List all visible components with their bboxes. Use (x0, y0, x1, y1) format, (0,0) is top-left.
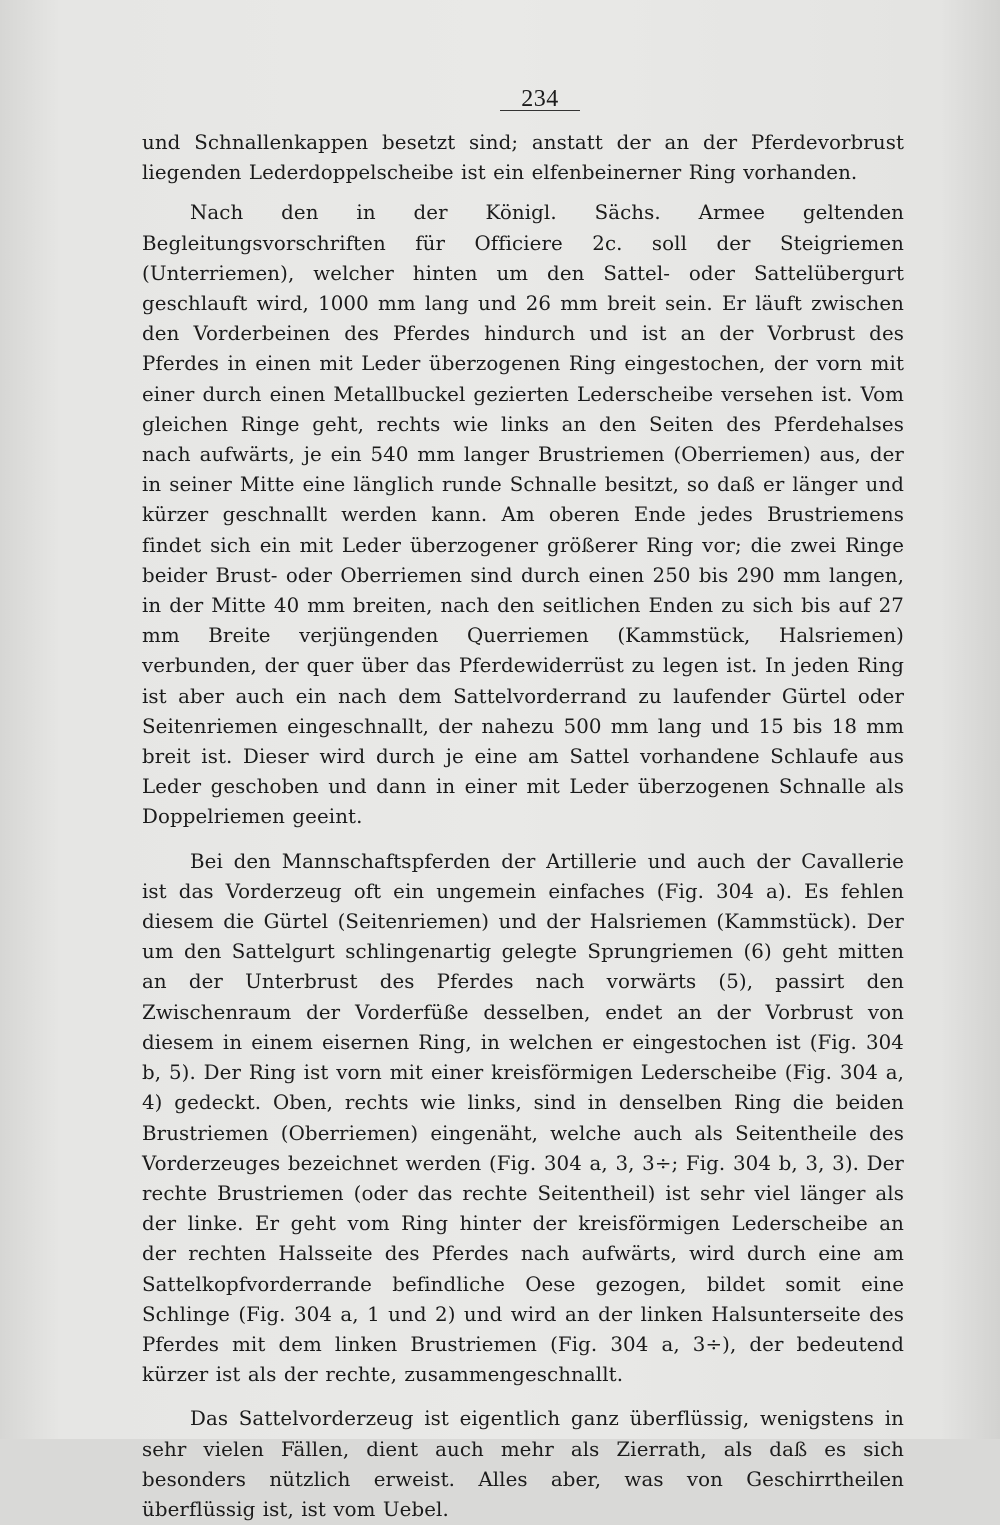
page-number-rule (500, 110, 580, 111)
paragraph: Nach den in der Königl. Sächs. Armee geltenden Begleitungsvorschriften für Officiere 2c. soll der Steigriemen (Unterriemen), welcher hinten um den Sattel- oder Sattelübergurt geschlauft wird, 1000 mm lang und 26 mm breit sein. Er läuft zwischen den Vorderbeinen des Pferdes hindurch und ist an der Vorbrust des Pferdes in einen mit Leder überzogenen Ring eingestochen, der vorn mit einer durch einen Metallbuckel gezierten Lederscheibe versehen ist. Vom gleichen Ringe geht, rechts wie links an den Seiten des Pferdehalses nach aufwärts, je ein 540 mm langer Brustriemen (Oberriemen) aus, der in seiner Mitte eine länglich runde Schnalle besitzt, so daß er länger und kürzer geschnallt werden kann. Am oberen Ende jedes Brustriemens findet sich ein mit Leder überzogener größerer Ring vor; die zwei Ringe beider Brust- oder Oberriemen sind durch einen 250 bis 290 mm langen, in der Mitte 40 mm breiten, nach den seitlichen Enden zu sich bis auf 27 mm Breite verjüngenden Querriemen (Kammstück, Halsriemen) verbunden, der quer über das Pferdewiderrüst zu legen ist. In jeden Ring ist aber auch ein nach dem Sattelvorderrand zu laufender Gürtel oder Seitenriemen eingeschnallt, der nahezu 500 mm lang und 15 bis 18 mm breit ist. Dieser wird durch je eine am Sattel vorhandene Schlaufe aus Leder geschoben und dann in einer mit Leder überzogenen Schnalle als Doppelriemen geeint. (142, 201, 904, 829)
page-number: 234 (521, 86, 559, 112)
paragraph: Das Sattelvorderzeug ist eigentlich ganz überflüssig, wenigstens in sehr vielen Fällen, dient auch mehr als Zierrath, als daß es sich besonders nützlich erweist. Alles aber, was von Geschirrtheilen überflüssig ist, ist vom Uebel. (142, 1407, 904, 1521)
paragraph: und Schnallenkappen besetzt sind; anstatt der an der Pferdevorbrust liegenden Lederdoppelscheibe ist ein elfenbeinerner Ring vorhanden. (142, 131, 904, 185)
paragraph: Bei den Mannschaftspferden der Artillerie und auch der Cavallerie ist das Vorderzeug oft ein ungemein einfaches (Fig. 304 a). Es fehlen diesem die Gürtel (Seitenriemen) und der Halsriemen (Kammstück). Der um den Sattelgurt schlingenartig gelegte Sprungriemen (6) geht mitten an der Unterbrust des Pferdes nach vorwärts (5), passirt den Zwischenraum der Vorderfüße desselben, endet an der Vorbrust von diesem in einem eisernen Ring, in welchen er eingestochen ist (Fig. 304 b, 5). Der Ring ist vorn mit einer kreisförmigen Lederscheibe (Fig. 304 a, 4) gedeckt. Oben, rechts wie links, sind in denselben Ring die beiden Brustriemen (Oberriemen) eingenäht, welche auch als Seitentheile des Vorderzeuges bezeichnet werden (Fig. 304 a, 3, 3÷; Fig. 304 b, 3, 3). Der rechte Brustriemen (oder das rechte Seitentheil) ist sehr viel länger als der linke. Er geht vom Ring hinter der kreisförmigen Lederscheibe an der rechten Halsseite des Pferdes nach aufwärts, wird durch eine am Sattelkopfvorderrande befindliche Oese gezogen, bildet somit eine Schlinge (Fig. 304 a, 1 und 2) und wird an der linken Halsunterseite des Pferdes mit dem linken Brustriemen (Fig. 304 a, 3÷), der bedeutend kürzer ist als der rechte, zusammengeschnallt. (142, 849, 904, 1387)
body-text (142, 128, 904, 1525)
